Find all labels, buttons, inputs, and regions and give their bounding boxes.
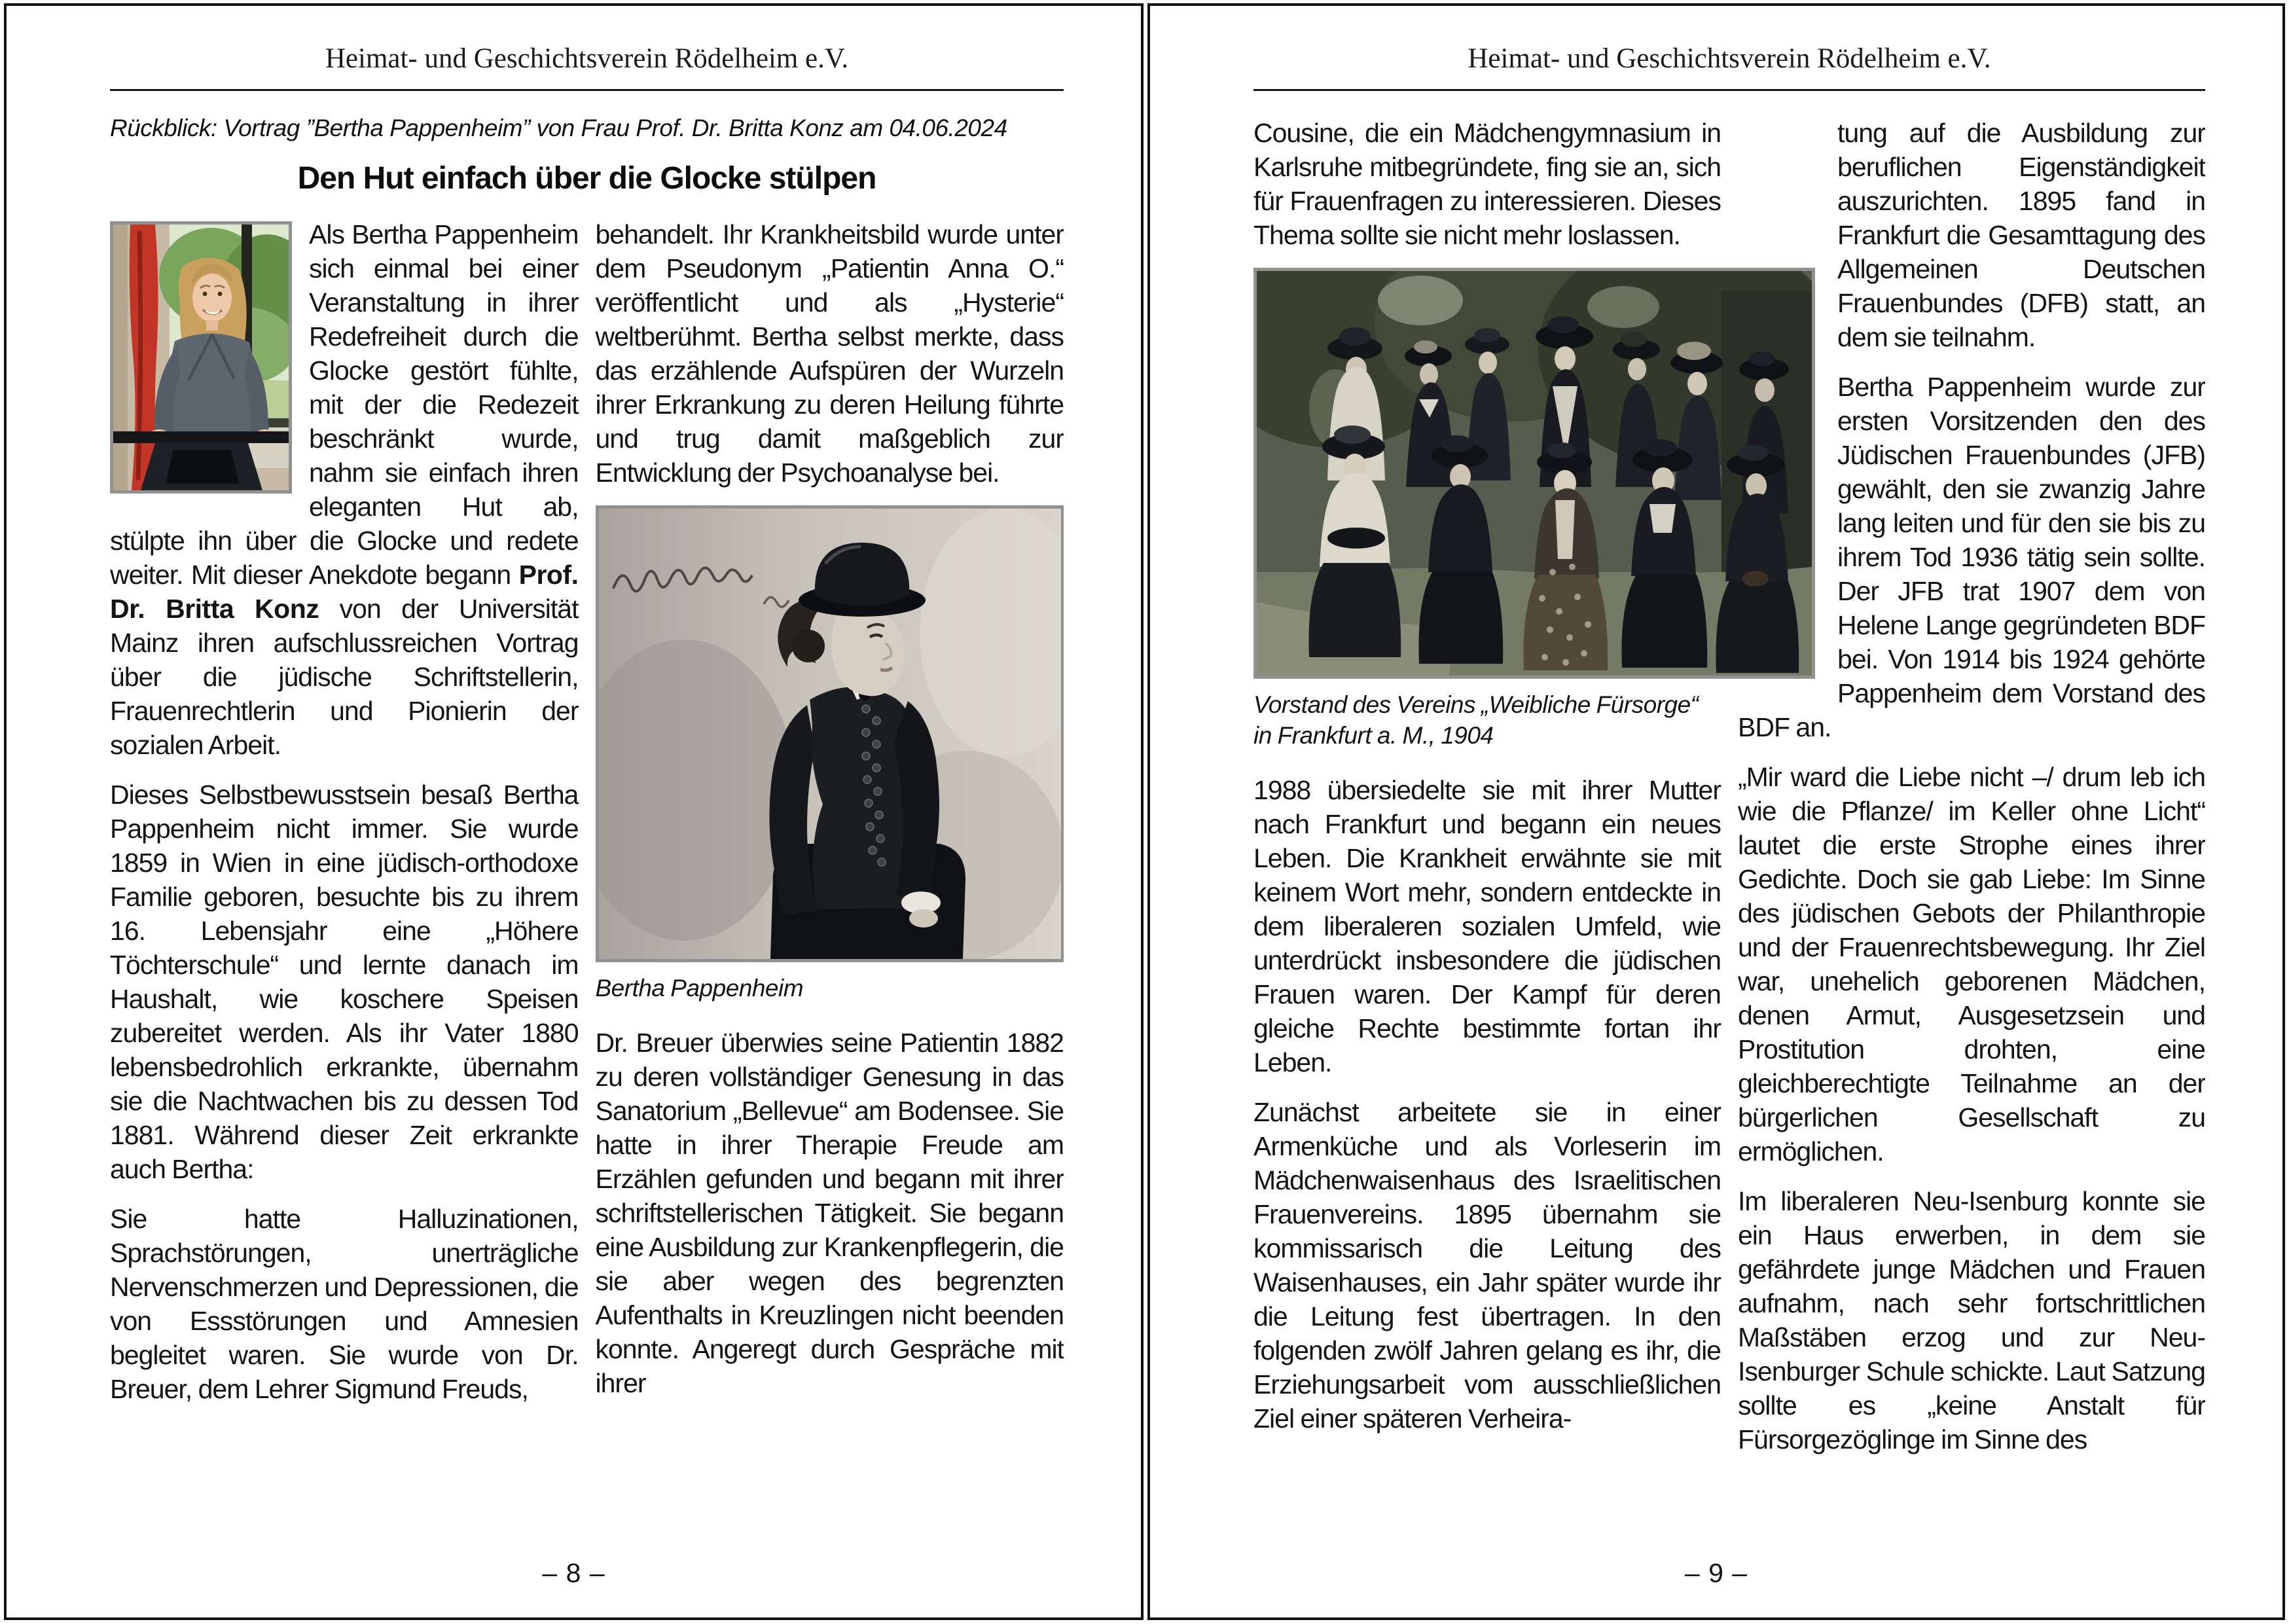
paragraph: „Mir ward die Liebe nicht –/ drum leb ich wie die Pflanze/ im Keller ohne Licht“ lautet die erste Strophe eines ihrer Gedichte. Doch sie gab Liebe: Im Sinne des jüdischen Gebots der Philanthropie und der Frauenrechtsbewegung. Ihr Ziel war, unehelich geborenen Mädchen, denen Armut, Ausgesetzsein und Prostitution drohten, eine gleichberechtigte Teilnahme an der bürgerlichen Gesellschaft zu ermöglichen.	[1738, 762, 2205, 1166]
paragraph: Im liberaleren Neu-Isenburg konnte sie ein Haus erwerben, in dem sie gefährdete junge Mädchen und Frauen aufnahm, nach sehr fortschrittlichen Maßstäben erzog und zur Neu-Isenburger Schule schickte. Laut Satzung sollte es „keine Anstalt für Fürsorgezöglinge im Sinne des	[1738, 1186, 2205, 1454]
page8-columns	[110, 217, 1064, 1506]
speaker-name-bold: Prof. Dr. Britta Konz	[110, 560, 579, 624]
paragraph	[110, 217, 579, 762]
page9-columns	[1253, 116, 2205, 1472]
paragraph: Dr. Breuer überwies seine Patientin 1882 zu deren vollständiger Genesung in das Sanatorium „Bellevue“ am Bodensee. Sie hatte in ihrer Therapie Freude am Erzählen gefunden und begann mit ihrer schriftstellerischen Tätigkeit. Sie begann eine Ausbildung zur Krankenpflegerin, die sie aber wegen des begrenzten Aufenthalts in Kreuzlingen nicht beenden konnte. Angeregt durch Gespräche mit ihrer	[595, 1028, 1064, 1398]
paragraph: Zunächst arbeitete sie in einer Armenküche und als Vorleserin im Mädchenwaisenhaus des Israelitischen Frauenvereins. 1895 übernahm sie kommissarisch die Leitung des Waisenhauses, ein Jahr später wurde ihr die Leitung fest übertragen. In den folgenden zwölf Jahren gelang es ihr, die Erziehungsarbeit vom ausschließlichen Ziel einer späteren Verheira-	[1253, 1097, 1721, 1434]
paragraph: Sie hatte Halluzinationen, Sprachstörungen, unerträgliche Nervenschmerzen und Depressionen, die von Essstörungen und Amnesien begleitet waren. Sie wurde von Dr. Breuer, dem Lehrer Sigmund Freuds,	[110, 1204, 579, 1404]
masthead-title: Heimat- und Geschichtsverein Rödelheim e.V.	[1468, 43, 1991, 74]
group-photo-illustration	[1257, 271, 1812, 676]
group-photo-caption-line2: in Frankfurt a. M., 1904	[1253, 722, 1494, 749]
group-photo-caption	[1253, 689, 1721, 751]
group-photo-caption-line1: Vorstand des Vereins „Weibliche Fürsorge“	[1253, 691, 1699, 718]
paragraph: Dieses Selbstbewusstsein besaß Bertha Pappenheim nicht immer. Sie wurde 1859 in Wien in eine jüdisch-orthodoxe Familie geboren, besuchte bis zu ihrem 16. Lebensjahr eine „Höhere Töchterschule“ und lernte danach im Haushalt, wie koschere Speisen zubereitet werden. Als ihr Vater 1880 lebensbedrohlich erkrankte, übernahm sie die Nachtwachen bis zu dessen Tod 1881. Während dieser Zeit erkrankte auch Bertha:	[110, 780, 579, 1184]
page9-column-left	[1253, 116, 1721, 1472]
paragraph: Bertha Pappenheim wurde zur ersten Vorsitzenden den des Jüdischen Frauenbundes (JFB) gewählt, den sie zwanzig Jahre lang leiten und für den sie bis zu ihrem Tod 1936 tätig sein sollte. Der JFB trat 1907 dem von Helene Lange gegründeten BDF bei. Von 1914 bis 1924 gehörte Pappenheim dem Vorstand des BDF an.	[1738, 372, 2205, 742]
page-9	[1147, 3, 2285, 1620]
paragraph: 1988 übersiedelte sie mit ihrer Mutter nach Frankfurt und begann ein neues Leben. Die Krankheit erwähnte sie mit keinem Wort mehr, sondern entdeckte in dem liberaleren sozialen Umfeld, wie unterdrückt insbesondere die jüdischen Frauen waren. Der Kampf für deren gleiche Rechte bestimmte fortan ihr Leben.	[1253, 775, 1721, 1077]
speaker-photo	[110, 221, 292, 494]
group-photo	[1253, 268, 1815, 679]
bertha-photo-caption: Bertha Pappenheim	[595, 975, 804, 1001]
bertha-portrait-photo	[596, 505, 1064, 962]
header-rule	[1253, 89, 2205, 91]
article-title: Den Hut einfach über die Glocke stülpen	[297, 161, 876, 196]
paragraph: behandelt. Ihr Krankheitsbild wurde unter dem Pseudonym „Patientin Anna O.“ veröffentlicht und als „Hysterie“ weltberühmt. Bertha selbst merkte, dass das erzählende Aufspüren der Wurzeln ihrer Erkrankung zu deren Heilung führte und trug damit maßgeblich zur Entwicklung der Psychoanalyse bei.	[595, 219, 1064, 488]
header-rule	[110, 89, 1064, 91]
page-8	[4, 3, 1144, 1620]
speaker-photo-illustration	[113, 225, 289, 490]
bertha-portrait-illustration	[599, 509, 1061, 959]
paragraph-text: von der Universität Mainz ihren aufschlussreichen Vortrag über die jüdische Schriftstellerin, Frauenrechtlerin und Pionierin der sozialen Arbeit.	[110, 594, 579, 760]
page-number: – 8 –	[542, 1558, 605, 1588]
page-number: – 9 –	[1684, 1558, 1748, 1588]
article-kicker: Rückblick: Vortrag ”Bertha Pappenheim” von Frau Prof. Dr. Britta Konz am 04.06.2024	[110, 115, 1007, 141]
page8-column-left	[110, 217, 579, 1506]
page8-column-right	[596, 217, 1064, 1506]
paragraph-text: Als Bertha Pappenheim sich einmal bei einer Veranstaltung in ihrer Redefreiheit durch die Glocke gestört fühlte, mit der die Redezeit beschränkt wurde, nahm sie einfach ihren eleganten Hut ab, stülpte ihn über die Glocke und redete weiter. Mit dieser Anekdote begann	[110, 219, 579, 590]
paragraph: tung auf die Ausbildung zur beruflichen Eigenständigkeit auszurichten. 1895 fand in Frankfurt die Gesamttagung des Allgemeinen Deutschen Frauenbundes (DFB) statt, an dem sie teilnahm.	[1837, 118, 2205, 352]
masthead-title: Heimat- und Geschichtsverein Rödelheim e.V.	[325, 43, 849, 74]
paragraph: Cousine, die ein Mädchengymnasium in Karlsruhe mitbegründete, fing sie an, sich für Frauenfragen zu interessieren. Dieses Thema sollte sie nicht mehr loslassen.	[1253, 118, 1721, 250]
